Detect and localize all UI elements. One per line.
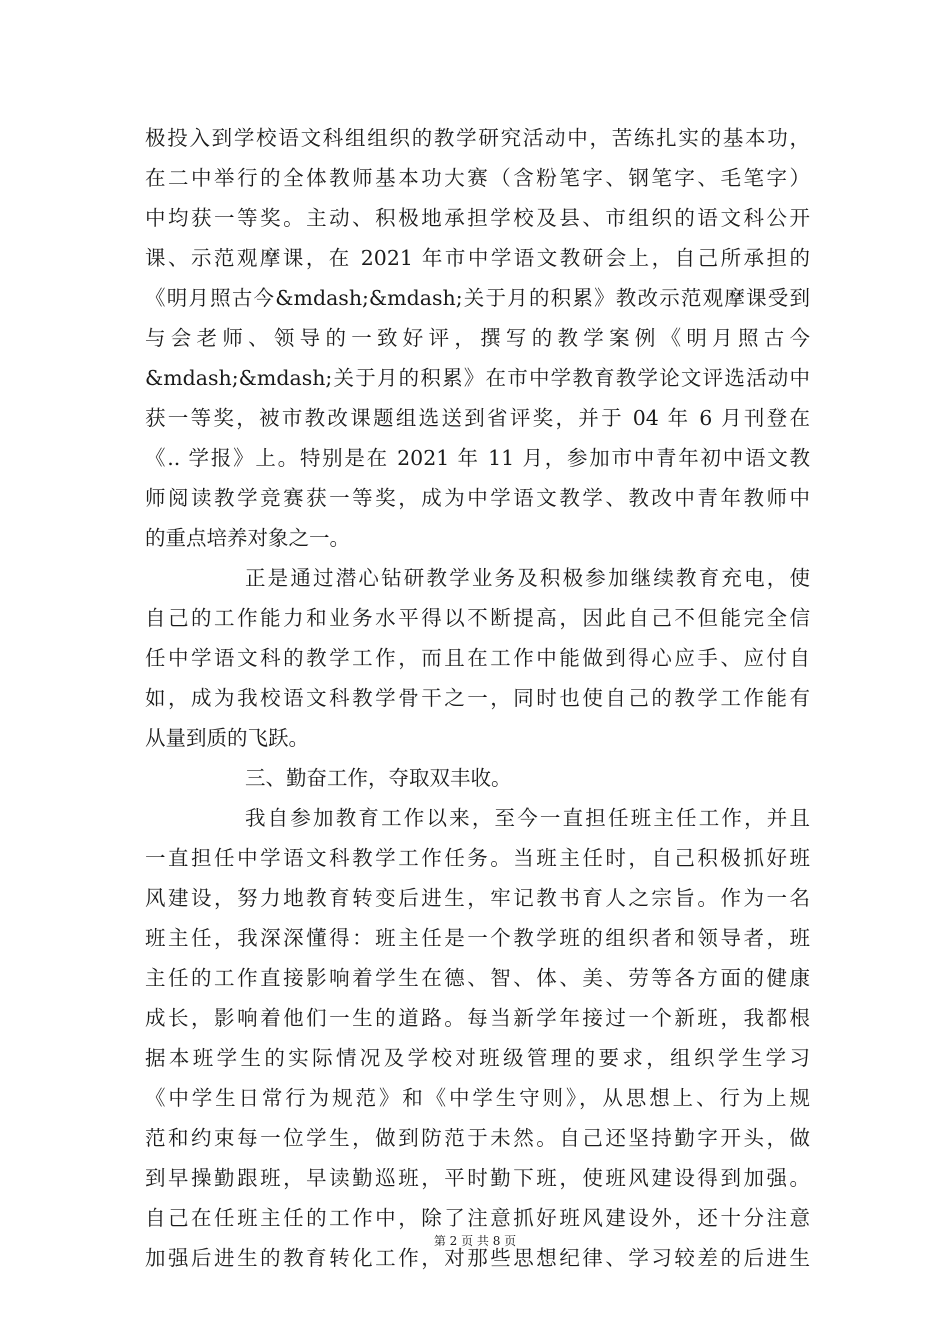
- text-line: 班主任，我深深懂得：班主任是一个教学班的组织者和领导者，班: [145, 926, 810, 950]
- body-text: [145, 118, 810, 1278]
- text-line: 与会老师、领导的一致好评，撰写的教学案例《明月照古今: [145, 326, 810, 350]
- text-line: 任中学语文科的教学工作，而且在工作中能做到得心应手、应付自: [145, 646, 810, 670]
- text-line: 据本班学生的实际情况及学校对班级管理的要求，组织学生学习: [145, 1046, 810, 1070]
- text-line: 自己在任班主任的工作中，除了注意抓好班风建设外，还十分注意: [145, 1206, 810, 1230]
- text-line: 师阅读教学竞赛获一等奖，成为中学语文教学、教改中青年教师中: [145, 486, 810, 510]
- text-line: 获一等奖，被市教改课题组选送到省评奖，并于 04 年 6 月刊登在: [145, 406, 810, 430]
- text-line: 从量到质的飞跃。: [145, 726, 309, 750]
- text-line: 课、示范观摩课，在 2021 年市中学语文教研会上，自己所承担的: [145, 246, 810, 270]
- text-line: 《明月照古今&mdash;&mdash;关于月的积累》教改示范观摩课受到: [145, 286, 810, 310]
- text-line: 中均获一等奖。主动、积极地承担学校及县、市组织的语文科公开: [145, 206, 810, 230]
- text-line: 成长，影响着他们一生的道路。每当新学年接过一个新班，我都根: [145, 1006, 810, 1030]
- text-line: 一直担任中学语文科教学工作任务。当班主任时，自己积极抓好班: [145, 846, 810, 870]
- text-line: &mdash;&mdash;关于月的积累》在市中学教育教学论文评选活动中: [145, 366, 810, 390]
- text-line: 《中学生日常行为规范》和《中学生守则》，从思想上、行为上规: [145, 1086, 810, 1110]
- paragraph-first-line: 正是通过潜心钻研教学业务及积极参加继续教育充电，使: [245, 566, 810, 590]
- text-line: 《.. 学报》上。特别是在 2021 年 11 月，参加市中青年初中语文教: [145, 446, 810, 470]
- text-line: 范和约束每一位学生，做到防范于未然。自己还坚持勤字开头，做: [145, 1126, 810, 1150]
- text-line: 极投入到学校语文科组组织的教学研究活动中，苦练扎实的基本功，: [145, 126, 810, 150]
- paragraph-first-line: 我自参加教育工作以来，至今一直担任班主任工作，并且: [245, 806, 810, 830]
- text-line: 加强后进生的教育转化工作，对那些思想纪律、学习较差的后进生: [145, 1246, 810, 1270]
- text-line: 到早操勤跟班，早读勤巡班，平时勤下班，使班风建设得到加强。: [145, 1166, 810, 1190]
- text-line: 主任的工作直接影响着学生在德、智、体、美、劳等各方面的健康: [145, 966, 810, 990]
- page-number: 第 2 页 共 8 页: [433, 1234, 517, 1248]
- section-heading: 三、勤奋工作，夺取双丰收。: [245, 766, 512, 790]
- text-line: 风建设，努力地教育转变后进生，牢记教书育人之宗旨。作为一名: [145, 886, 810, 910]
- text-line: 的重点培养对象之一。: [145, 526, 350, 550]
- text-line: 在二中举行的全体教师基本功大赛（含粉笔字、钢笔字、毛笔字）: [145, 166, 810, 190]
- text-line: 自己的工作能力和业务水平得以不断提高，因此自己不但能完全信: [145, 606, 810, 630]
- text-line: 如，成为我校语文科教学骨干之一，同时也使自己的教学工作能有: [145, 686, 810, 710]
